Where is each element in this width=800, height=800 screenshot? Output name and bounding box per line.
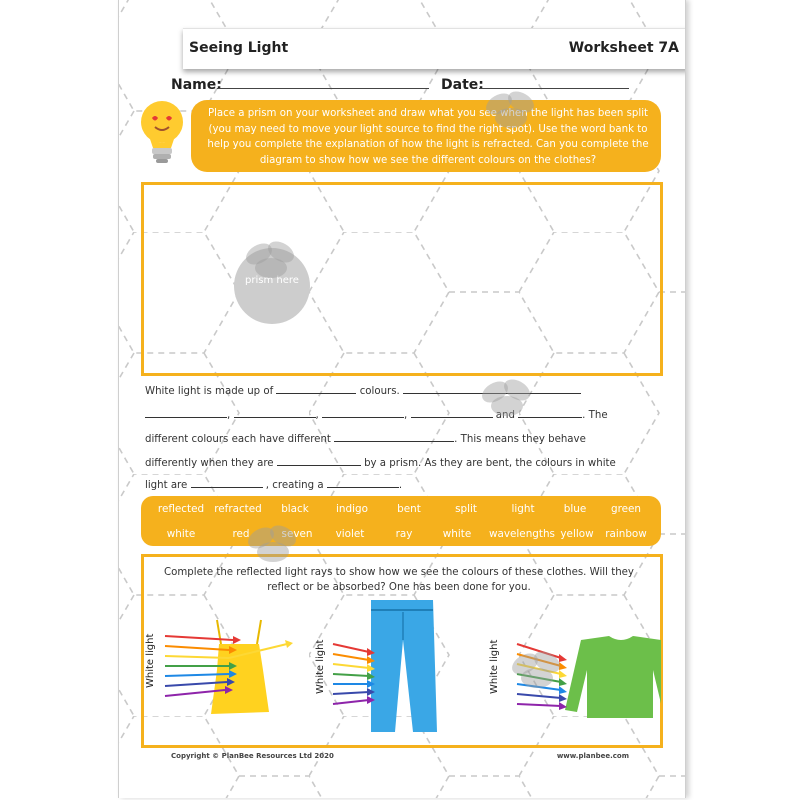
cloze-text: and — [495, 410, 515, 421]
word-bank-item: refracted — [214, 503, 262, 515]
word-bank-item: white — [442, 528, 472, 540]
bee-watermark-icon — [475, 86, 547, 138]
cloze-blank[interactable] — [191, 477, 263, 488]
word-bank-item: violet — [335, 528, 365, 540]
cloze-blank[interactable] — [277, 455, 361, 466]
cloze-text: , — [404, 410, 408, 421]
green-shirt-illustration — [565, 636, 661, 718]
name-field[interactable] — [217, 88, 429, 89]
worksheet-number: Worksheet 7A — [568, 40, 679, 56]
cloze-text: by a prism. As they are bent, the colours in white — [364, 458, 616, 469]
cloze-text: . The — [582, 410, 608, 421]
cloze-text: . This means they behave — [454, 434, 586, 445]
word-bank-item: ray — [395, 528, 413, 540]
cloze-blank[interactable] — [334, 431, 454, 442]
word-bank-item: red — [232, 528, 250, 540]
word-bank-item: blue — [563, 503, 587, 515]
word-bank-item: seven — [281, 528, 313, 540]
cloze-blank[interactable] — [276, 383, 356, 394]
cloze-text: colours. — [359, 386, 400, 397]
cloze-line-3 — [145, 431, 586, 445]
bee-watermark-icon — [237, 520, 309, 572]
website-link[interactable]: www.planbee.com — [556, 752, 629, 760]
word-bank-item: wavelengths — [489, 528, 555, 540]
word-bank-item: yellow — [560, 528, 594, 540]
word-bank-item: bent — [397, 503, 421, 515]
cloze-text: light are — [145, 480, 188, 491]
word-bank-item: white — [166, 528, 196, 540]
word-bank-item: split — [455, 503, 477, 515]
prism-drawing-area[interactable] — [141, 182, 663, 376]
jeans-illustration — [371, 600, 437, 732]
word-bank-item: reflected — [157, 503, 205, 515]
cloze-line-4 — [145, 455, 616, 469]
white-light-rays-jeans — [333, 644, 375, 704]
word-bank-item: indigo — [336, 503, 368, 515]
copyright-text: Copyright © PlanBee Resources Ltd 2020 — [171, 752, 334, 760]
cloze-line-5 — [145, 477, 402, 491]
bee-watermark-icon — [501, 646, 573, 698]
cloze-blank[interactable] — [145, 407, 227, 418]
word-bank-item: light — [511, 503, 535, 515]
lightbulb-icon — [137, 98, 187, 170]
cloze-text: , — [315, 410, 319, 421]
date-label: Date: — [441, 77, 484, 93]
instruction-text: Place a prism on your worksheet and draw what you see when the light has been split (you may need to move your light source to find the right spot). Use the word bank to help you complete the explanation of how the light is refracted. Can you complete the diagram to show how we see the different colours on the clothes? — [207, 108, 649, 166]
cloze-blank[interactable] — [234, 407, 316, 418]
header-bar — [183, 28, 686, 69]
worksheet-page — [118, 0, 686, 798]
cloze-text: , — [227, 410, 231, 421]
cloze-blank[interactable] — [327, 477, 399, 488]
cloze-text: , creating a — [265, 480, 324, 491]
clothes-diagram — [141, 600, 661, 740]
page-title: Seeing Light — [189, 40, 289, 56]
white-light-label: White light — [489, 639, 500, 694]
bee-watermark-icon — [235, 236, 307, 288]
word-bank-item: green — [610, 503, 641, 515]
cloze-blank[interactable] — [322, 407, 404, 418]
cloze-text: White light is made up of — [145, 386, 274, 397]
word-bank-item: black — [281, 503, 309, 515]
cloze-text: . — [398, 480, 403, 491]
cloze-text: differently when they are — [145, 458, 274, 469]
bee-watermark-icon — [471, 374, 543, 426]
white-light-label: White light — [145, 633, 156, 688]
white-light-label: White light — [315, 639, 326, 694]
name-label: Name: — [171, 77, 222, 93]
diagram-instructions: Complete the reflected light rays to show how we see the colours of these clothes. Will they reflect or be absorbed? One has been done for you. — [164, 567, 634, 593]
prism-label: prism here — [245, 275, 299, 286]
cloze-text: different colours each have different — [145, 434, 331, 445]
word-bank-item: rainbow — [605, 528, 647, 540]
